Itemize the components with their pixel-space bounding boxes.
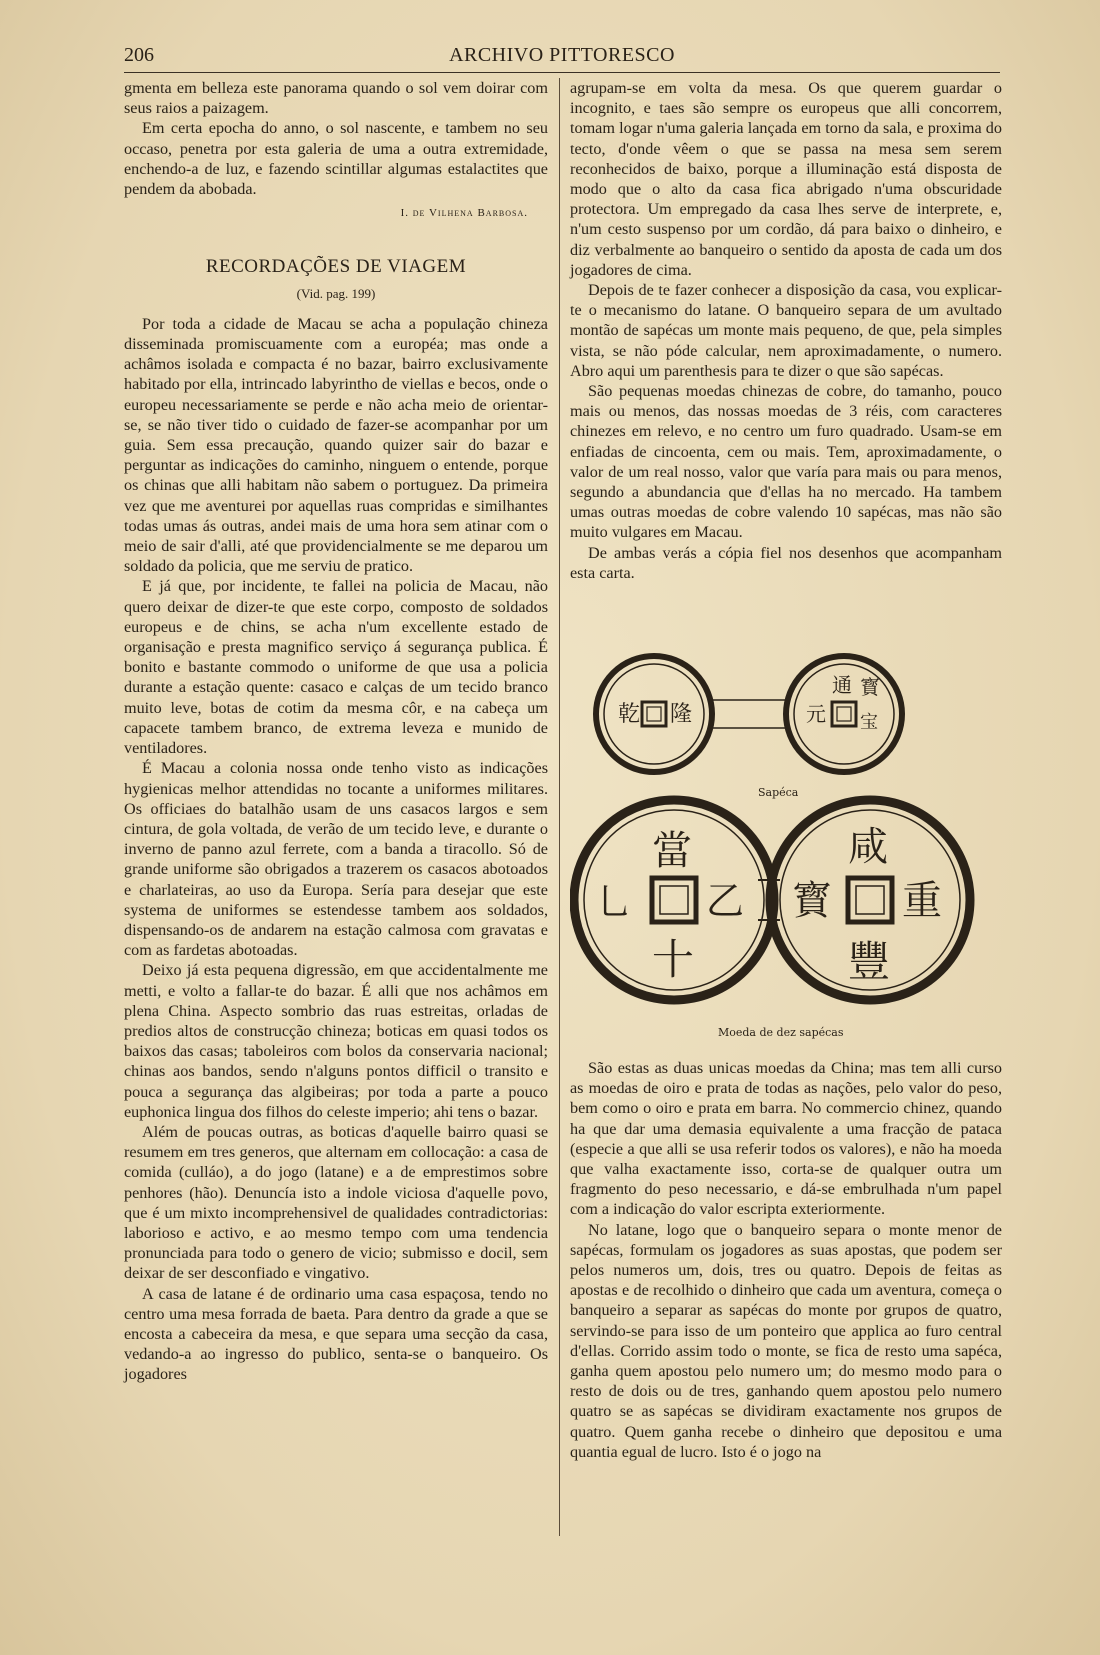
ten-sapeca-front-coin [574, 800, 774, 1000]
coin-illustrations [570, 648, 1002, 1050]
author-signature: I. de Vilhena Barbosa. [400, 207, 528, 220]
paragraph: No latane, logo que o banqueiro separa o monte menor de sapécas, formulam os jogadores as suas apostas, que podem ser pelos numeros um, dois, tres ou quatro. Depois de feitas as apostas e de recolhido o dinheiro que cada um aventura, começa o banqueiro a separar as sapécas do monte por grupos de quatro, servindo-se para isso de um ponteiro que applica ao furo central d'ellas. Corrido assim todo o monte, se fica de resto uma sapéca, ganha quem apostou pelo numero um; do mesmo modo para o resto de dois ou de tres, ganhando quem apostou pelo numero quatro se as sapécas se dividiram exactamente nos grupos de quatro. Quem ganha recebe o dinheiro que depositou e uma quantia egual de lucro. Isto é o jogo na [570, 1220, 1002, 1461]
paragraph: Em certa epocha do anno, o sol nascente, e tambem no seu occaso, penetra por esta galeria de uma a outra extremidade, enchendo-a de luz, e fazendo scintillar algumas estalactites que pendem da abobada. [124, 119, 548, 199]
paragraph: Por toda a cidade de Macau se acha a população chineza disseminada promiscuamente com a européa; mas onde a achâmos isolada e compacta é no bazar, bairro exclusivamente habitado por ella, intrincado labyrintho de viellas e becos, onde o europeu necessariamente se perde e não acha meio de orientar-se, se não tiver tido o cuidado de fazer-se acompanhar por um guia. Sem essa precaução, quando quizer sair do bazar e perguntar as indicações do caminho, ninguem o entende, porque os chinas que alli habitam não sabem o portuguez. Da primeira vez que me aventurei por aquellas ruas compridas e similhantes todas umas ás outras, andei mais de uma hora sem atinar com o meio de sair d'alli, até que providencialmente se me deparou um soldado da policia, que me serviu de pratico. [124, 314, 548, 576]
paragraph: A casa de latane é de ordinario uma casa espaçosa, tendo no centro uma mesa forrada de baeta. Para dentro da grade a que se encosta a cabeceira da mesa, e que separa uma secção da casa, vedando-a ao ingresso do publico, senta-se o banqueiro. Os jogadores [124, 1284, 548, 1384]
left-column [124, 78, 548, 1385]
caption-ten-sapecas: Moeda de dez sapécas [718, 1026, 844, 1039]
coin-character: 豐 [848, 937, 891, 986]
paragraph: São pequenas moedas chinezas de cobre, do tamanho, pouco mais ou menos, das nossas moedas de 3 réis, com caracteres chinezes em relevo, e no centro um furo quadrado. Usam-se em enfiadas de cincoenta, cem ou mais. Tem, aproximadamente, o valor de um real nosso, valor que varía para mais ou para menos, segundo a abundancia que d'ellas ha no mercado. Ha tambem umas outras moedas de cobre valendo 10 sapécas, mas não são muito vulgares em Macau. [570, 382, 1002, 542]
running-title: ARCHIVO PITTORESCO [449, 44, 675, 66]
paragraph: gmenta em belleza este panorama quando o sol vem doirar com seus raios a paizagem. [124, 79, 548, 118]
paragraph: agrupam-se em volta da mesa. Os que querem guardar o incognito, e taes são sempre os europeus que alli concorrem, tomam logar n'uma galeria lançada em torno da sala, e proxima do tecto, d'onde vêem o que se passa na mesa sem serem reconhecidos de baixo, porque a illuminação está disposta de modo que o alto da casa fica abrigado n'uma obscuridade protectora. Um empregado da casa lhes serve de interprete, e, n'um cesto suspenso por um cordão, dá para baixo o dinheiro, e diz verbalmente ao banqueiro o sentido da aposta de cada um dos jogadores de cima. [570, 79, 1002, 279]
paragraph: E já que, por incidente, te fallei na policia de Macau, não quero deixar de dizer-te que este corpo, composto de soldados europeus e de chins, se acha n'um excellente estado de organisação e presta magnifico serviço á segurança publica. É bonito e bastante commodo o uniforme de que usa a policia durante a estação quente: casaco e calças de um tecido branco muito leve, botas de cotim da mesma côr, e na cabeça um capacete tambem branco, de extrema leveza e munido de ventiladores. [124, 577, 548, 758]
paragraph: São estas as duas unicas moedas da China; mas tem alli curso as moedas de oiro e prata de todas as nações, pelo valor do peso, bem como o oiro e prata em barra. No commercio chinez, quando ha que dar uma demasia equivalente a uma fracção de pataca (especie a que alli se usa referir todos os valores), e não ha moeda que valha exactamente isso, corta-se de qualquer outra um fragmento do peso necessario, e dá-se embrulhada n'um papel com a indicação do valor escripta exteriormente. [570, 1059, 1002, 1219]
paragraph: Depois de te fazer conhecer a disposição da casa, vou explicar-te o mecanismo do latane. O banqueiro separa de um avultado montão de sapécas um monte mais pequeno, de que, pela simples vista, se não póde calcular, nem aproximadamente, o numero. Abro aqui um parenthesis para te dizer o que são sapécas. [570, 281, 1002, 380]
coin-character: 十 [652, 935, 695, 984]
paragraph: É Macau a colonia nossa onde tenho visto as indicações hygienicas melhor attendidas no tocante a uniformes militares. Os officiaes do batalhão usam de uns casacos largos e sem cintura, de gola voltada, de verão de um tecido leve, e durante o inverno de panno azul ferrete, com a banda a tiracollo. Só de grande uniforme são obrigados a trazerem os casacos abotoados e charlateiras, ao uso da Europa. Sería para desejar que este systema de uniformes se estendesse tambem aos soldados, dispensando-os de andarem na estação calmosa com gravatas e com as fardetas abotoadas. [124, 759, 548, 960]
coin-character: 乾 [618, 702, 641, 727]
coin-character: 乙 [706, 879, 745, 923]
sapeca-front-coin [596, 656, 712, 772]
coin-character: 寳 [860, 675, 880, 699]
caption-sapeca: Sapéca [758, 786, 799, 799]
coin-character: 重 [902, 878, 942, 924]
article-reference: (Vid. pag. 199) [296, 285, 376, 301]
coin-character: 咸 [848, 824, 888, 870]
coins-svg [570, 648, 1002, 1050]
paragraph: De ambas verás a cópia fiel nos desenhos que acompanham esta carta. [570, 543, 1002, 582]
paragraph: Deixo já esta pequena digressão, em que accidentalmente me metti, e volto a fallar-te do bazar. É alli que nos achâmos em plena China. Aspecto sombrio das ruas estreitas, orladas de predios altos de construcção chineza; boticas em quasi todos os baixos das casas; taboleiros com bolos da conservaria nacional; chinas aos bandos, sendo n'alguns pontos difficil o transito e pouca a segurança das algibeiras; por toda a parte a pouco euphonica lingua dos filhos do celeste imperio; ahi tens o bazar. [124, 961, 548, 1121]
coin-character: 元 [806, 702, 826, 726]
paragraph: Além de poucas outras, as boticas d'aquelle bairro quasi se resumem em tres generos, que alternam em collocação: a casa de comida (culláo), a do jogo (latane) e a de emprestimos sobre penhores (hão). Denuncía isto a indole viciosa d'aquelle povo, que é um mixto incomprehensivel de qualidades contradictorias: laborioso e activo, e ao mesmo tempo com uma tendencia pronunciada para todo o genero de vicio; submisso e docil, sem deixar de ser desconfiado e vingativo. [124, 1122, 548, 1283]
coin-character: 隆 [670, 702, 693, 727]
article-title: RECORDAÇÕES DE VIAGEM [205, 256, 467, 278]
column-divider [559, 78, 560, 1536]
coin-character: 宝 [860, 712, 878, 733]
ten-sapeca-back-coin [770, 800, 970, 1000]
right-column-bottom [570, 1058, 1002, 1462]
right-column-top [570, 78, 1002, 583]
sapeca-back-coin [786, 656, 902, 772]
coin-character: 當 [652, 828, 692, 874]
coin-character: 乚 [596, 882, 633, 923]
page-number: 206 [124, 44, 154, 66]
coin-character: 通 [832, 673, 852, 697]
page-header [124, 42, 1000, 73]
coin-character: 寳 [792, 878, 832, 924]
